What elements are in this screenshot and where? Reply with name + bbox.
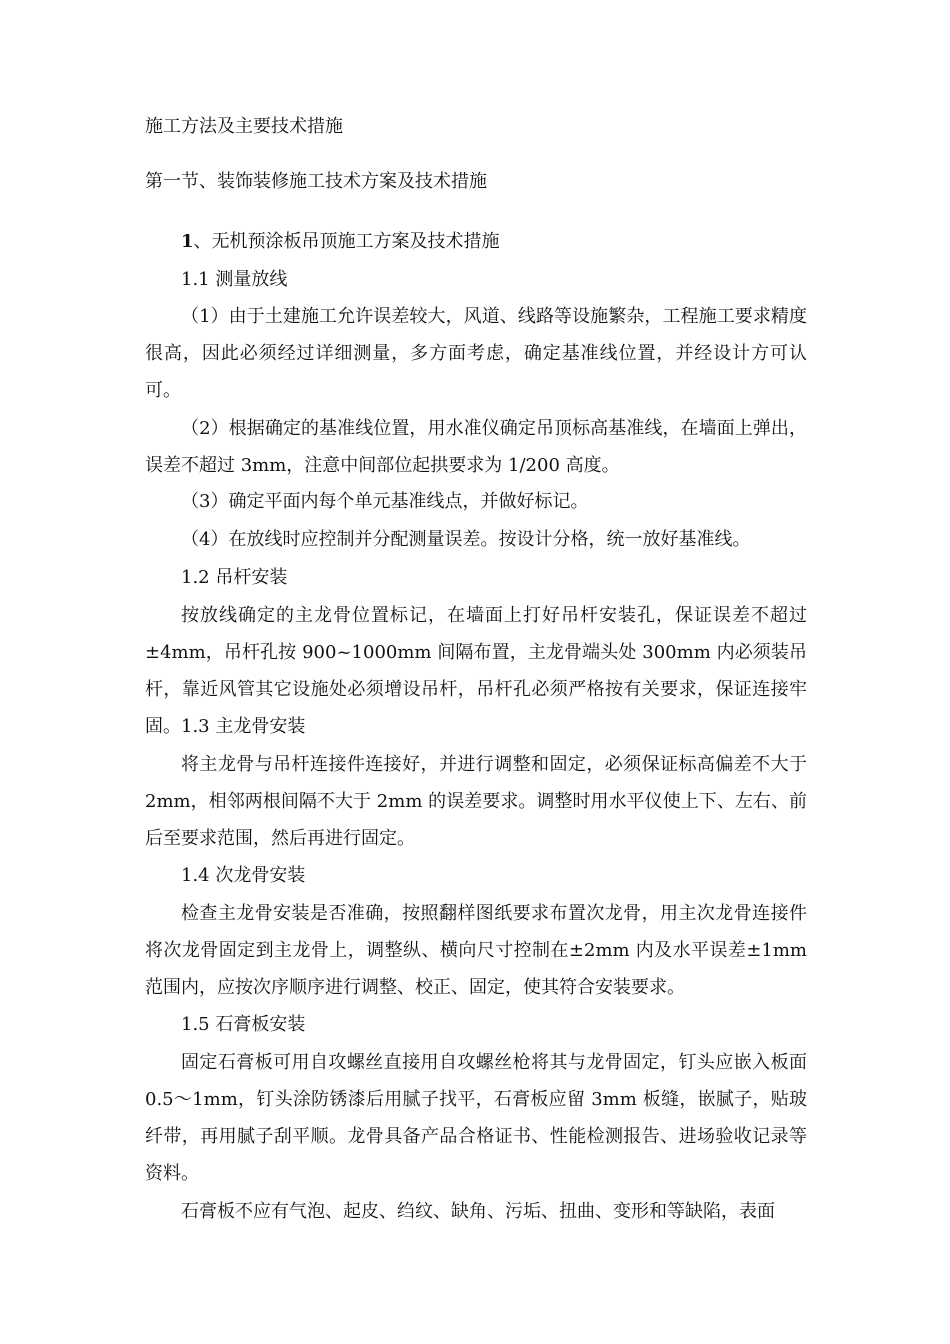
heading-1 — [181, 230, 500, 254]
paragraph-1-4-1: 检查主龙骨安装是否准确，按照翻样图纸要求布置次龙骨，用主次龙骨连接件将次龙骨固定到主龙骨上，调整纵、横向尺寸控制在±2mm 内及水平误差±1mm 范围内，应按次序顺序进行调整、校正、固定，使其符合安装要求。 — [145, 903, 807, 998]
subheading-1-1: 1.1 测量放线 — [181, 269, 288, 290]
paragraph-1-1-2: （2）根据确定的基准线位置，用水准仪确定吊顶标高基准线，在墙面上弹出，误差不超过 3mm，注意中间部位起拱要求为 1/200 高度。 — [145, 418, 807, 476]
paragraph-1-5-2: 石膏板不应有气泡、起皮、绉纹、缺角、污垢、扭曲、变形和等缺陷，表面 — [181, 1201, 775, 1222]
paragraph-1-2-1: 按放线确定的主龙骨位置标记，在墙面上打好吊杆安装孔，保证误差不超过±4mm，吊杆孔按 900~1000mm 间隔布置，主龙骨端头处 300mm 内必须装吊杆，靠近风管其它设施处必须增设吊杆，吊杆孔必须严格按有关要求，保证连接牢固。 — [145, 605, 807, 737]
subheading-1-5: 1.5 石膏板安装 — [181, 1014, 306, 1035]
heading-1-text: 、无机预涂板吊顶施工方案及技术措施 — [193, 231, 500, 252]
paragraph-1-3-1: 将主龙骨与吊杆连接件连接好，并进行调整和固定，必须保证标高偏差不大于 2mm，相邻两根间隔不大于 2mm 的误差要求。调整时用水平仪使上下、左右、前后至要求范围，然后再进行固定。 — [145, 754, 807, 849]
document-title: 施工方法及主要技术措施 — [145, 116, 343, 137]
paragraph-1-1-4: （4）在放线时应控制并分配测量误差。按设计分格，统一放好基准线。 — [181, 529, 751, 550]
section-title: 第一节、装饰装修施工技术方案及技术措施 — [145, 171, 487, 192]
subheading-1-2: 1.2 吊杆安装 — [181, 567, 288, 588]
paragraph-1-1-3: （3）确定平面内每个单元基准线点，并做好标记。 — [181, 491, 589, 512]
paragraph-1-5-1: 固定石膏板可用自攻螺丝直接用自攻螺丝枪将其与龙骨固定，钉头应嵌入板面 0.5～1mm，钉头涂防锈漆后用腻子找平，石膏板应留 3mm 板缝，嵌腻子，贴玻纤带，再用腻子刮平顺。龙骨具备产品合格证书、性能检测报告、进场验收记录等资料。 — [145, 1052, 807, 1184]
subheading-1-4: 1.4 次龙骨安装 — [181, 865, 306, 886]
subheading-1-3: 1.3 主龙骨安装 — [181, 716, 306, 737]
heading-1-number: 1 — [181, 231, 194, 252]
paragraph-1-1-1: （1）由于土建施工允许误差较大，风道、线路等设施繁杂，工程施工要求精度很高，因此必须经过详细测量，多方面考虑，确定基准线位置，并经设计方可认可。 — [145, 306, 807, 401]
